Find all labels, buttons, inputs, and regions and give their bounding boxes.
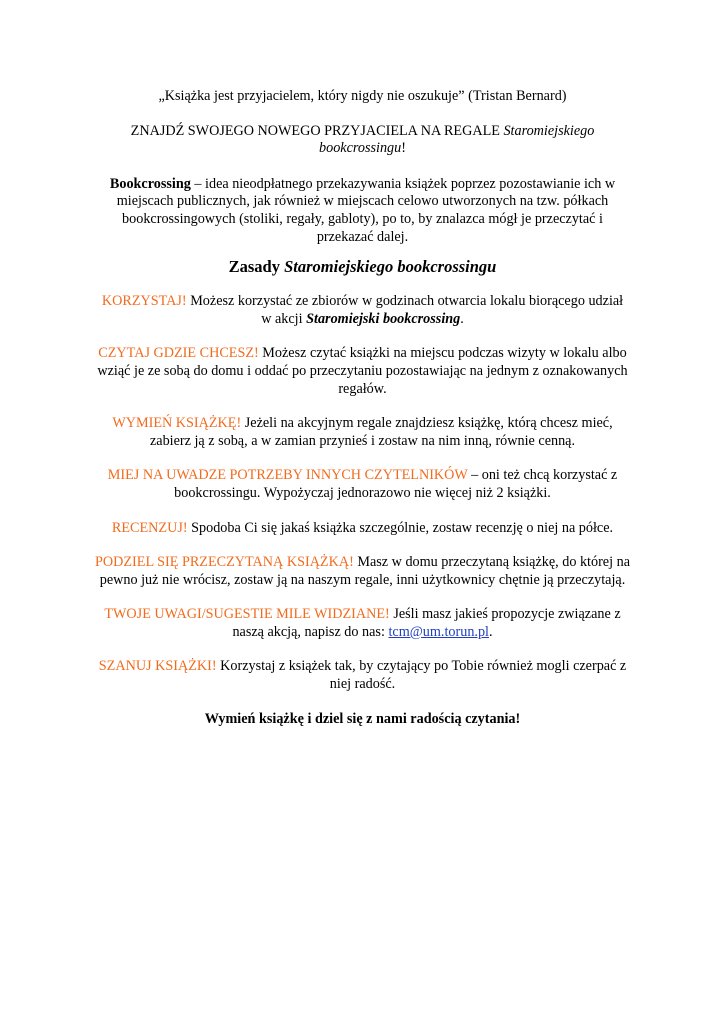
rule-title: PODZIEL SIĘ PRZECZYTANĄ KSIĄŻKĄ! xyxy=(95,554,354,571)
rule-recenzuj xyxy=(95,520,630,538)
rule-emphasis: Staromiejski bookcrossing xyxy=(306,310,461,327)
rule-title: KORZYSTAJ! xyxy=(101,293,187,310)
rule-title: SZANUJ KSIĄŻKI! xyxy=(98,658,217,675)
rule-szanuj xyxy=(95,658,630,693)
rule-podziel-sie xyxy=(95,554,630,589)
rule-end: . xyxy=(489,623,493,640)
rule-czytaj xyxy=(95,345,630,398)
rule-text: Możesz korzystać ze zbiorów w godzinach otwarcia lokalu biorącego udział w akcji xyxy=(186,293,624,327)
tagline-end: ! xyxy=(401,140,406,157)
rules-heading xyxy=(95,257,630,277)
rule-korzystaj xyxy=(95,293,630,328)
email-link[interactable]: tcm@um.torun.pl xyxy=(388,623,489,640)
tagline xyxy=(95,123,630,158)
rule-title: MIEJ NA UWADZE POTRZEBY INNYCH CZYTELNIKÓW xyxy=(107,467,468,484)
rule-text: Jeśli masz jakieś propozycje związane z naszą akcją, napisz do nas: xyxy=(232,606,621,640)
rule-text: Masz w domu przeczytaną książkę, do której na pewno już nie wrócisz, zostaw ją na naszym regale, inni użytkownicy chętnie ją przeczytają. xyxy=(99,554,630,588)
rule-miej-na-uwadze xyxy=(95,467,630,502)
rule-text: Możesz czytać książki na miejscu podczas wizyty w lokalu albo wziąć je ze sobą do domu i oddać po przeczytaniu pozostawiając na jednym z oznakowanych regałów. xyxy=(97,345,628,397)
rule-text: – oni też chcą korzystać z bookcrossingu. Wypożyczaj jednorazowo nie więcej niż 2 książki. xyxy=(174,467,618,501)
rules-heading-plain: Zasady xyxy=(228,257,285,277)
rule-title: TWOJE UWAGI/SUGESTIE MILE WIDZIANE! xyxy=(104,606,390,623)
definition xyxy=(95,176,630,246)
definition-text: – idea nieodpłatnego przekazywania książek poprzez pozostawianie ich w miejscach publicznych, jak również w miejscach celowo utworzonych na tzw. półkach bookcrossingowych (stoliki, regały, gabloty), po to, by znalazca mógł je przeczytać i przekazać dalej. xyxy=(116,175,616,245)
rule-text: Spodoba Ci się jakaś książka szczególnie, zostaw recenzję o niej na półce. xyxy=(187,519,614,536)
quote: „Książka jest przyjacielem, który nigdy nie oszukuje” (Tristan Bernard) xyxy=(158,88,567,104)
rule-uwagi xyxy=(95,606,630,641)
rule-title: RECENZUJ! xyxy=(111,519,188,536)
rule-title: WYMIEŃ KSIĄŻKĘ! xyxy=(112,415,242,432)
rule-text: Jeżeli na akcyjnym regale znajdziesz książkę, którą chcesz mieć, zabierz ją z sobą, a w zamian przynieś i zostaw na nim inną, równie cenną. xyxy=(149,415,613,449)
rule-end: . xyxy=(460,310,464,327)
tagline-main: ZNAJDŹ SWOJEGO NOWEGO PRZYJACIELA NA REGALE xyxy=(130,122,504,139)
rule-text: Korzystaj z książek tak, by czytający po Tobie również mogli czerpać z niej radość. xyxy=(216,658,627,693)
rule-title: CZYTAJ GDZIE CHCESZ! xyxy=(98,345,259,362)
rule-wymien xyxy=(95,415,630,450)
rules-heading-italic: Staromiejskiego bookcrossingu xyxy=(284,257,497,277)
tagline-italic: Staromiejskiego bookcrossingu xyxy=(319,122,595,157)
closing-line: Wymień książkę i dziel się z nami radością czytania! xyxy=(204,710,521,727)
definition-term: Bookcrossing xyxy=(109,175,191,192)
